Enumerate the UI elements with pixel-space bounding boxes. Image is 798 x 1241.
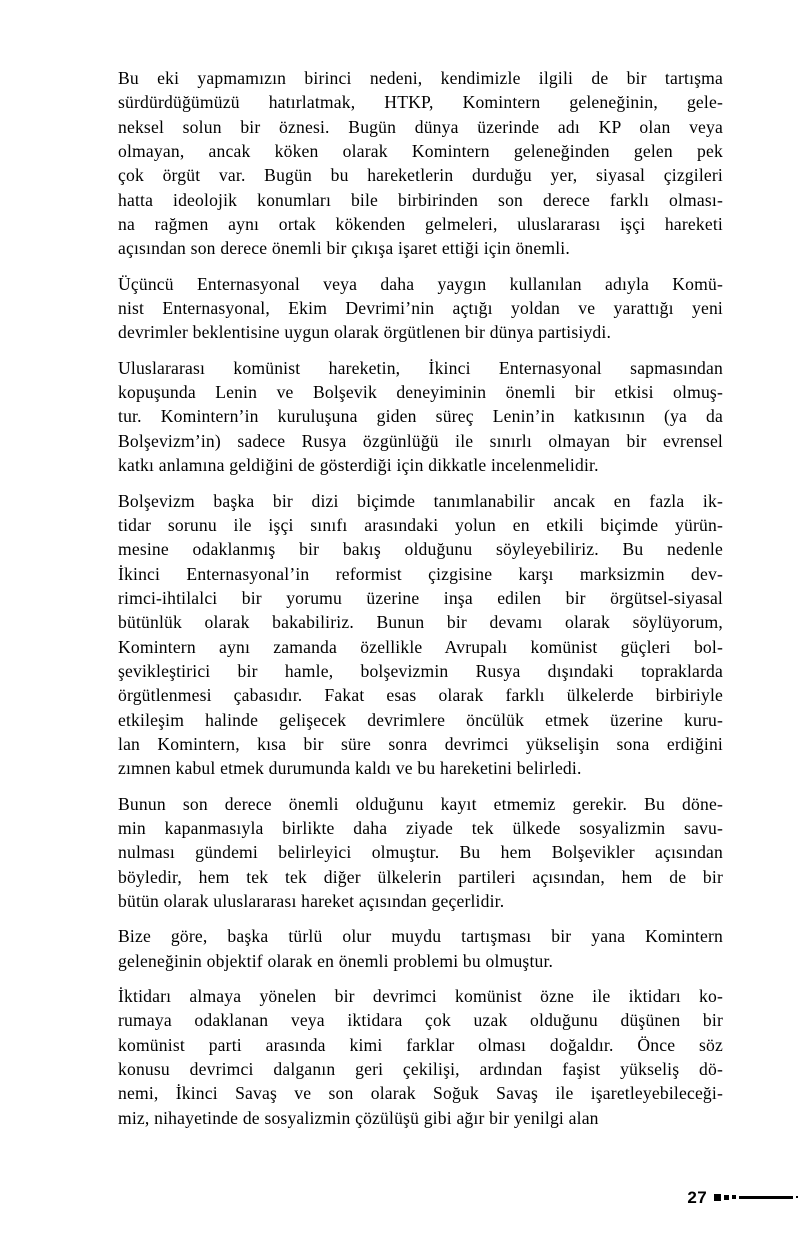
text-line: lan Komintern, kısa bir süre sonra devrimci yükselişin sona erdiğini [118, 733, 723, 754]
text-line: kopuşunda Lenin ve Bolşevik deneyiminin önemli bir etkisi olmuş- [118, 382, 723, 403]
text-line: bütün olarak uluslararası hareket açısından geçerlidir. [118, 891, 505, 911]
text-line: zımnen kabul etmek durumunda kaldı ve bu hareketini belirledi. [118, 758, 582, 779]
paragraph-p1 [118, 66, 723, 261]
paragraph-p2 [118, 272, 723, 345]
text-line: örgütlenmesi çabasıdır. Fakat esas olarak farklı ülkelerde birbiriyle [118, 685, 723, 706]
text-line: açısından son derece önemli bir çıkışa işaret ettiği için önemli. [118, 238, 570, 259]
text-line: bütünlük olarak bakabiliriz. Bunun bir devamı olarak söylüyorum, [118, 612, 723, 633]
text-line: İktidarı almaya yönelen bir devrimci komünist özne ile iktidarı ko- [118, 986, 723, 1007]
text-line: etkileşim halinde gelişecek devrimlere öncülük etmek üzerine kuru- [118, 709, 723, 730]
text-line: mesine odaklanmış bir bakış olduğunu söyleyebiliriz. Bu nedenle [118, 539, 723, 560]
text-line: Bolşevizm başka bir dizi biçimde tanımlanabilir ancak en fazla ik- [118, 490, 723, 511]
text-line: miz, nihayetinde de sosyalizmin çözülüşü gibi ağır bir yenilgi alan [118, 1107, 599, 1128]
paragraph-p5 [118, 792, 723, 914]
ornament-bar-icon [739, 1196, 793, 1199]
text-line: Bolşevizm’in) sadece Rusya özgünlüğü ile sınırlı olmayan bir evrensel [118, 430, 723, 451]
text-line: konusu devrimci dalganın geri çekilişi, ardından faşist yükseliş dö- [118, 1059, 723, 1080]
text-line: Komintern aynı zamanda özellikle Avrupalı komünist güçleri bol- [118, 636, 723, 657]
text-line: nulması gündemi belirleyici olmuştur. Bu hem Bolşevikler açısından [118, 842, 723, 863]
body-text-column [118, 66, 723, 1141]
text-line: rumaya odaklanan veya iktidara çok uzak olduğunu düşünen bir [118, 1010, 723, 1031]
text-line: tidar sorunu ile işçi sınıfı arasındaki yolun en etkili biçimde yürün- [118, 514, 723, 535]
text-line: hatta ideolojik konumları bile birbirinden son derece farklı olması- [118, 189, 723, 210]
text-line: nist Enternasyonal, Ekim Devrimi’nin açtığı yoldan ve yarattığı yeni [118, 298, 723, 319]
text-line: çok örgüt var. Bugün bu hareketlerin durduğu yer, siyasal çizgileri [118, 165, 723, 186]
footer-ornament-icon [714, 1191, 798, 1203]
text-line: Bunun son derece önemli olduğunu kayıt etmemiz gerekir. Bu döne- [118, 793, 723, 814]
text-line: devrimler beklentisine uygun olarak örgütlenen bir dünya partisiydi. [118, 322, 612, 343]
text-line: na rağmen aynı ortak kökenden gelmeleri, uluslararası işçi hareketi [118, 214, 723, 235]
page-number: 27 [687, 1187, 707, 1207]
footer-inner [687, 1186, 798, 1208]
ornament-square-medium-icon [724, 1195, 729, 1200]
page-footer [0, 1186, 798, 1216]
text-line: şevikleştirici bir hamle, bolşevizmin Rusya dışındaki topraklarda [118, 660, 723, 681]
text-line: min kapanmasıyla birlikte daha ziyade tek ülkede sosyalizmin savu- [118, 817, 723, 838]
text-line: Üçüncü Enternasyonal veya daha yaygın kullanılan adıyla Komü- [118, 273, 723, 294]
text-line: komünist parti arasında kimi farklar olması doğaldır. Önce söz [118, 1034, 723, 1055]
text-line: Uluslararası komünist hareketin, İkinci Enternasyonal sapmasından [118, 357, 723, 378]
text-line: olmayan, ancak köken olarak Komintern geleneğinden gelen pek [118, 141, 723, 162]
text-line: Bize göre, başka türlü olur muydu tartışması bir yana Komintern [118, 926, 723, 947]
paragraph-p3 [118, 356, 723, 478]
paragraph-p4 [118, 489, 723, 781]
text-line: nemi, İkinci Savaş ve son olarak Soğuk Savaş ile işaretleyebileceği- [118, 1083, 723, 1104]
text-line: sürdürdüğümüzü hatırlatmak, HTKP, Komintern geleneğinin, gele- [118, 92, 723, 113]
text-line: Bu eki yapmamızın birinci nedeni, kendimizle ilgili de bir tartışma [118, 68, 723, 88]
text-line: İkinci Enternasyonal’in reformist çizgisine karşı marksizmin dev- [118, 563, 723, 584]
text-line: rimci-ihtilalci bir yorumu üzerine inşa edilen bir örgütsel-siyasal [118, 587, 723, 608]
paragraph-p7 [118, 984, 723, 1130]
text-line: geleneğinin objektif olarak en önemli problemi bu olmuştur. [118, 950, 554, 971]
ornament-square-small-icon [732, 1195, 736, 1199]
text-line: böyledir, hem tek tek diğer ülkelerin partileri açısından, hem de bir [118, 866, 723, 887]
text-line: katkı anlamına geldiğini de gösterdiği için dikkatle incelenmelidir. [118, 455, 599, 476]
paragraph-p6 [118, 924, 723, 973]
ornament-square-large-icon [714, 1194, 721, 1201]
text-line: neksel solun bir öznesi. Bugün dünya üzerinde adı KP olan veya [118, 116, 723, 137]
text-line: tur. Komintern’in kuruluşuna giden süreç Lenin’in katkısının (ya da [118, 406, 723, 427]
